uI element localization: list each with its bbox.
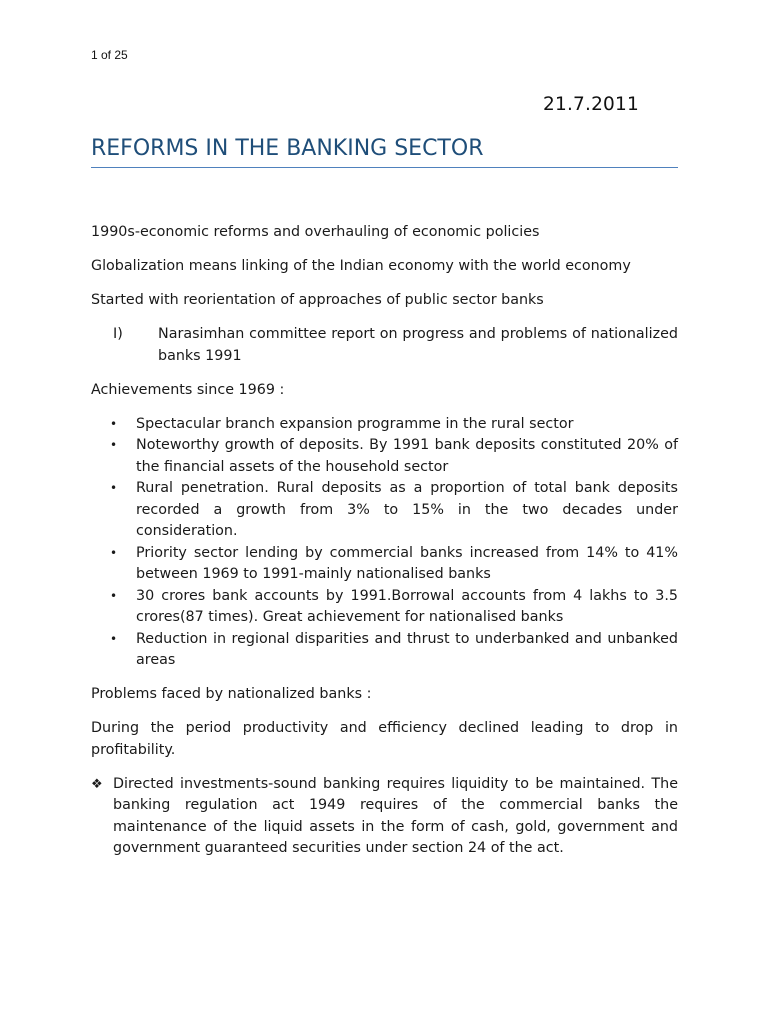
intro-paragraph-3: Started with reorientation of approaches of public sector banks [91,292,544,308]
list-item-text: Reduction in regional disparities and thrust to underbanked and unbanked areas [136,630,678,668]
list-item [91,478,678,543]
numbered-item-text: Narasimhan committee report on progress and problems of nationalized banks 1991 [158,326,678,364]
list-item [91,586,678,629]
list-item [91,629,678,672]
page-count: 1 of 25 [91,48,128,62]
list-item-text: Noteworthy growth of deposits. By 1991 bank deposits constituted 20% of the financial assets of the household sector [136,437,678,475]
document-date: 21.7.2011 [543,94,639,115]
intro-paragraph-1: 1990s-economic reforms and overhauling of economic policies [91,224,540,240]
list-item-text: Spectacular branch expansion programme in the rural sector [136,415,574,432]
bullet-icon: • [110,631,118,646]
diamond-item [91,774,678,860]
achievements-list [91,414,678,672]
problems-paragraph: During the period productivity and efficiency declined leading to drop in profitability. [91,720,678,758]
list-item [91,543,678,586]
problems-heading: Problems faced by nationalized banks : [91,686,372,702]
bullet-icon: • [110,588,118,603]
list-item-text: Priority sector lending by commercial banks increased from 14% to 41% between 1969 to 1991-mainly nationalised banks [136,544,678,582]
list-item [91,435,678,478]
document-body [91,222,678,860]
intro-paragraph-2: Globalization means linking of the Indian economy with the world economy [91,258,631,274]
list-item [91,414,678,436]
numbered-item [91,324,678,367]
bullet-icon: • [110,481,118,495]
diamond-item-text: Directed investments-sound banking requires liquidity to be maintained. The banking regulation act 1949 requires of the commercial banks the maintenance of the liquid assets in the form of cash, gold, government and government guaranteed securities under section 24 of the act. [113,775,678,856]
list-item-text: 30 crores bank accounts by 1991.Borrowal accounts from 4 lakhs to 3.5 crores(87 times). Great achievement for nationalised banks [136,587,678,625]
document-title: REFORMS IN THE BANKING SECTOR [91,136,678,168]
numbered-item-marker: I) [113,326,123,342]
list-item-text: Rural penetration. Rural deposits as a proportion of total bank deposits recorded a growth from 3% to 15% in the two decades under consideration. [136,480,678,539]
bullet-icon: • [110,438,118,452]
diamond-bullet-icon: ❖ [91,776,103,792]
achievements-heading: Achievements since 1969 : [91,381,285,398]
bullet-icon: • [110,416,118,431]
bullet-icon: • [110,545,118,560]
